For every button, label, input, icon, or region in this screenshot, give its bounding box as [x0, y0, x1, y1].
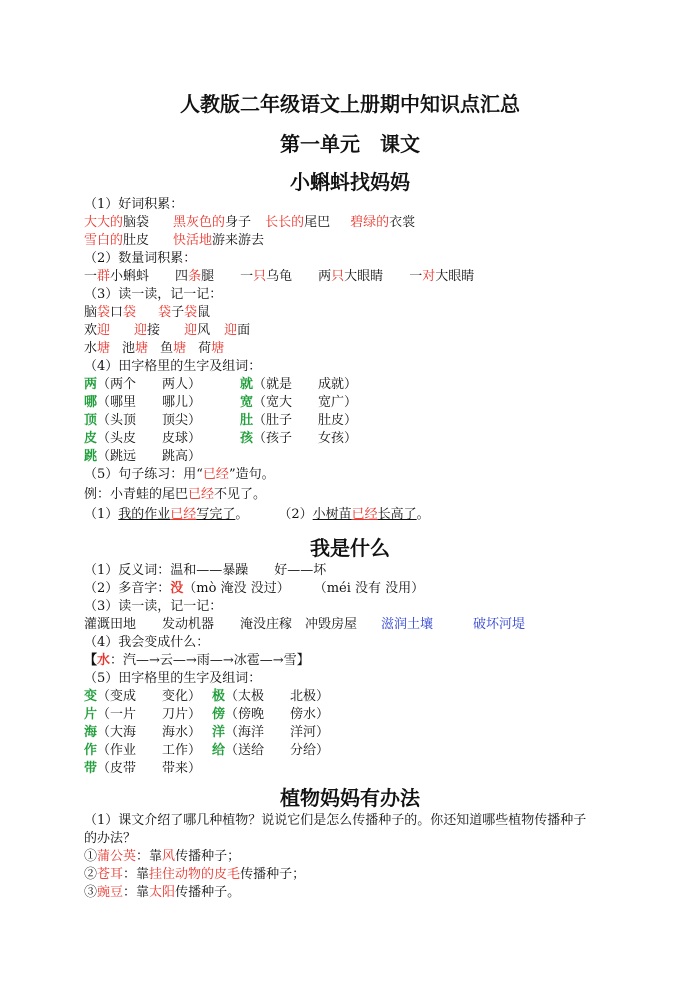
l2-char-row-right: 傍（傍晚 傍水） — [212, 707, 330, 722]
word-noun: 脑袋 — [123, 215, 150, 230]
l3-question-line2: 的办法？ — [84, 831, 137, 846]
lesson2-title: 我是什么 — [310, 536, 390, 560]
l1-read-row2: 欢迎 迎接 迎风 迎面 — [84, 323, 251, 338]
l2-read-row: 灌溉田地 发动机器 淹没庄稼 冲毁房屋 滋润土壤 破坏河堤 — [84, 617, 526, 632]
l3-item: ③豌豆：靠太阳传播种子。 — [84, 885, 241, 900]
l3-question-line1: （1）课文介绍了哪几种植物？说说它们是怎么传播种子的。你还知道哪些植物传播种子 — [84, 813, 587, 828]
l1-words-row2 — [84, 232, 264, 250]
l1-char-row: 跳（跳远 跳高） — [84, 449, 202, 464]
l1-section4: （4）田字格里的生字及组词： — [84, 359, 262, 374]
word-adj: 黑灰色的 — [173, 215, 226, 230]
l1-char-row: 两（两个 两人） — [84, 377, 202, 392]
l1-section2: （2）数量词积累： — [84, 251, 197, 266]
q-pre: 一 — [240, 269, 254, 284]
word-adj: 长长的 — [265, 215, 305, 230]
l1-read-row3: 水塘 池塘 鱼塘 荷塘 — [84, 341, 225, 356]
l2-water-chain: 【水：汽—→云—→雨—→冰雹—→雪】 — [84, 653, 310, 668]
l3-item: ①蒲公英：靠风传播种子； — [84, 849, 241, 864]
rw-char: 口 — [110, 305, 124, 320]
q-pre: 一 — [409, 269, 423, 284]
unit-title: 第一单元 课文 — [280, 132, 420, 156]
l1-char-row-right: 肚（肚子 肚皮） — [240, 413, 358, 428]
word-noun: 衣裳 — [389, 215, 416, 230]
q-post: 大眼睛 — [435, 269, 475, 284]
q-measure: 只 — [253, 269, 267, 284]
word-noun: 肚皮 — [123, 233, 150, 248]
l1-char-row: 皮（头皮 皮球） — [84, 431, 202, 446]
l2-char-row-right: 极（太极 北极） — [212, 689, 330, 704]
l2-char-row: 片（一片 刀片） — [84, 707, 202, 722]
l2-section1: （1）反义词：温和——暴躁 好——坏 — [84, 563, 327, 578]
word-noun: 游来游去 — [212, 233, 265, 248]
l1-char-row-right: 宽（宽大 宽广） — [240, 395, 358, 410]
l2-char-row: 带（皮带 带来） — [84, 761, 202, 776]
l1-char-row-right: 孩（孩子 女孩） — [240, 431, 358, 446]
l2-section3: （3）读一读，记一记： — [84, 599, 223, 614]
word-adj: 快活地 — [173, 233, 213, 248]
q-measure: 只 — [331, 269, 345, 284]
lesson1-title: 小蝌蚪找妈妈 — [290, 170, 410, 194]
l2-char-row: 作（作业 工作） — [84, 743, 202, 758]
l1-words-row1 — [84, 214, 415, 232]
q-pre: 四 — [175, 269, 189, 284]
q-post: 小蝌蚪 — [110, 269, 150, 284]
l2-char-row: 海（大海 海水） — [84, 725, 202, 740]
word-noun: 身子 — [225, 215, 252, 230]
l3-item: ②苍耳：靠挂住动物的皮毛传播种子； — [84, 867, 306, 882]
lesson3-title: 植物妈妈有办法 — [280, 786, 420, 810]
rw-char: 脑 — [84, 305, 98, 320]
l2-char-row-right: 给（送给 分给） — [212, 743, 330, 758]
l2-section4: （4）我会变成什么： — [84, 635, 210, 650]
q-measure: 对 — [422, 269, 436, 284]
l1-char-row: 顶（头顶 顶尖） — [84, 413, 202, 428]
rw-char: 鼠 — [197, 305, 211, 320]
q-pre: 两 — [318, 269, 332, 284]
word-adj: 大大的 — [84, 215, 124, 230]
l2-section2: （2）多音字：没（mò 淹没 没过） （méi 没有 没用） — [84, 581, 425, 596]
rw-char-red: 袋 — [158, 305, 172, 320]
l1-section3: （3）读一读，记一记： — [84, 287, 223, 302]
word-adj: 雪白的 — [84, 233, 124, 248]
rw-char-red: 袋 — [184, 305, 198, 320]
q-post: 腿 — [201, 269, 215, 284]
l1-quantity-row — [84, 268, 474, 286]
l1-answers: （1）我的作业已经写完了。 （2）小树苗已经长高了。 — [84, 507, 430, 522]
rw-char-red: 袋 — [97, 305, 111, 320]
l1-char-row: 哪（哪里 哪儿） — [84, 395, 202, 410]
l1-read-row1 — [84, 304, 210, 322]
l2-char-row: 变（变成 变化） — [84, 689, 202, 704]
l2-section5: （5）田字格里的生字及组词： — [84, 671, 262, 686]
main-title: 人教版二年级语文上册期中知识点汇总 — [180, 92, 520, 116]
q-post: 乌龟 — [266, 269, 293, 284]
l1-char-row-right: 就（就是 成就） — [240, 377, 358, 392]
l1-section5: （5）句子练习：用“已经”造句。 — [84, 467, 275, 482]
word-noun: 尾巴 — [304, 215, 331, 230]
rw-char-red: 袋 — [123, 305, 137, 320]
q-measure: 条 — [188, 269, 202, 284]
q-measure: 群 — [97, 269, 111, 284]
l1-example: 例：小青蛙的尾巴已经不见了。 — [84, 487, 267, 502]
rw-char: 子 — [171, 305, 185, 320]
word-adj: 碧绿的 — [350, 215, 390, 230]
q-pre: 一 — [84, 269, 98, 284]
l2-char-row-right: 洋（海洋 洋河） — [212, 725, 330, 740]
q-post: 大眼睛 — [344, 269, 384, 284]
l1-section1: （1）好词积累： — [84, 197, 184, 212]
